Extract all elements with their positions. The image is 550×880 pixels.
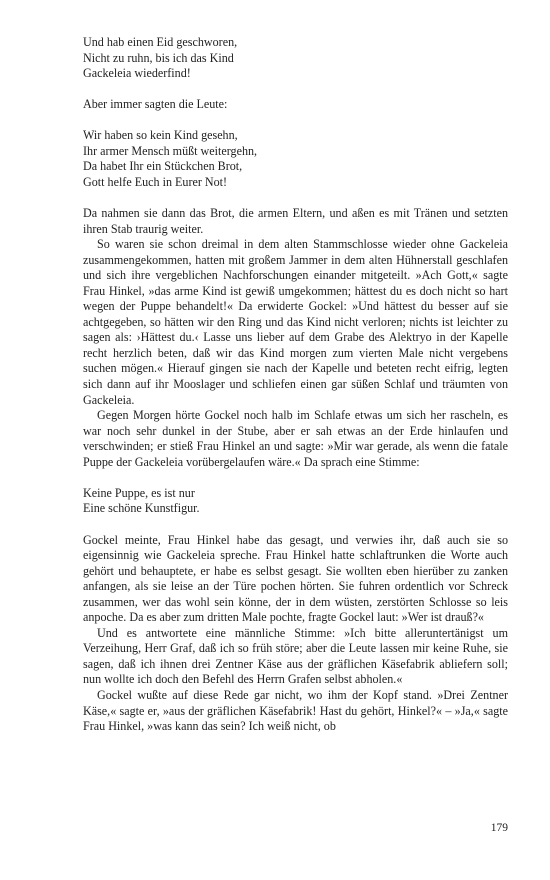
page-number: 179 <box>490 822 508 834</box>
verse-stanza-oath <box>83 35 508 82</box>
paragraph: Gockel wußte auf diese Rede gar nicht, wo ihm der Kopf stand. »Drei Zentner Käse,« sagte er, »aus der gräflichen Käsefabrik! Hast du gehört, Hinkel?« – »Ja,« sagte Frau Hinkel, »was kann das sein? Ich weiß nicht, ob <box>83 687 508 734</box>
stanza-gap <box>83 190 508 206</box>
verse-line: Keine Puppe, es ist nur <box>83 485 195 500</box>
verse-stanza-figure <box>83 486 508 517</box>
stanza-gap <box>83 470 508 486</box>
verse-line: Ihr armer Mensch müßt weitergehn, <box>83 143 258 158</box>
paragraph: Und es antwortete eine männliche Stimme: »Ich bitte alleruntertänigst um Verzeihung, Herr Graf, daß ich so früh störe; aber die Leute lassen mir keine Ruhe, sie sagen, daß ich ihnen drei Zentner Käse aus der gräflichen Käsefabrik abliefern soll; nun wollte ich doch den Befehl des Herrn Grafen selbst abholen.« <box>83 625 508 687</box>
verse-line: Gackeleia wiederfind! <box>83 66 191 81</box>
verse-line: Da habet Ihr ein Stückchen Brot, <box>83 159 243 174</box>
paragraph: So waren sie schon dreimal in dem alten Stammschlosse wieder ohne Gackeleia zusammengekommen, hatten mit großem Jammer in dem alten Hühnerstall geschlafen und sich ihre vergeblichen Nachforschungen einander mitgeteilt. »Ach Gott,« sagte Frau Hinkel, »das arme Kind ist gewiß umgekommen; hättest du es doch nicht so hart wegen der Puppe behandelt!« Da erwiderte Gockel: »Und hättest du besser auf sie achtgegeben, so hätten wir den Ring und das Kind nicht verloren; nichts ist leichter zu sagen als: ›Hättest du.‹ Lasse uns lieber auf dem Grabe des Alektryo in der Kapelle recht herzlich beten, daß wir das Kind morgen zum vierten Male nicht vergebens suchen mögen.« Hierauf gingen sie nach der Kapelle und beteten recht eifrig, legten sich dann auf ihr Mooslager und schliefen einen gar süßen Schlaf und träumten von Gackeleia. <box>83 237 508 407</box>
narration-line <box>83 97 508 113</box>
narration-text: Aber immer sagten die Leute: <box>83 97 228 112</box>
stanza-gap <box>83 82 508 98</box>
stanza-gap <box>83 517 508 533</box>
verse-line: Nicht zu ruhn, bis ich das Kind <box>83 50 234 65</box>
verse-line: Und hab einen Eid geschworen, <box>83 35 238 49</box>
paragraph: Gegen Morgen hörte Gockel noch halb im Schlafe etwas um sich her rascheln, es war noch sehr dunkel in der Stube, aber er sah etwas an der Erde hinlaufen und verschwinden; er stieß Frau Hinkel an und sagte: »Mir war gerade, als wenn die fatale Puppe der Gackeleia vorübergelaufen wäre.« Da sprach eine Stimme: <box>83 408 508 469</box>
stanza-gap <box>83 113 508 129</box>
verse-line: Wir haben so kein Kind gesehn, <box>83 128 238 143</box>
verse-stanza-people <box>83 128 508 190</box>
verse-line: Gott helfe Euch in Eurer Not! <box>83 174 228 189</box>
page-text <box>83 35 508 735</box>
verse-line: Eine schöne Kunstfigur. <box>83 501 200 516</box>
paragraph: Da nahmen sie dann das Brot, die armen Eltern, und aßen es mit Tränen und setzten ihren Stab traurig weiter. <box>83 206 508 236</box>
paragraph: Gockel meinte, Frau Hinkel habe das gesagt, und verwies ihr, daß auch sie so eigensinnig wie Gackeleia spreche. Frau Hinkel hatte schlaftrunken die Worte auch gehört und behauptete, er habe es selbst gesagt. Sie wollten eben hierüber zu zanken anfangen, als sie leise an der Türe pochen hörten. Sie fuhren ordentlich vor Schreck zusammen, wer das wohl sein könne, der in dem wüsten, zerstörten Schlosse so leis anpoche. Da es aber zum dritten Male pochte, fragte Gockel laut: »Wer ist drauß?« <box>83 532 508 625</box>
